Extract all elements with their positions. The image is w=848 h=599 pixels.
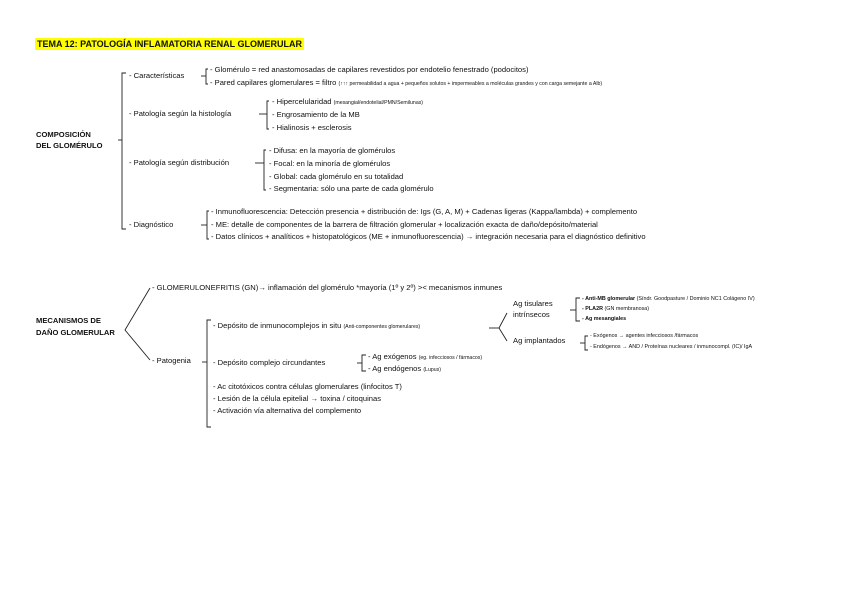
diagnostico-item-3: - Datos clínicos + analíticos + histopatológicos (ME + inmunofluorescencia) → integración necesaria para el diagnóstico definitivo <box>211 232 646 241</box>
histologia-item-2: - Engrosamiento de la MB <box>272 110 360 119</box>
deposito-circulantes: - Depósito complejo circundantes <box>213 358 326 367</box>
ag-implantados-label: Ag implantados <box>513 336 566 345</box>
implantados-item-2: - Endógenos → AND / Proteínas nucleares / inmunocompl. (IC)/ IgA <box>590 344 753 350</box>
caracteristicas-item-2: - Pared capilares glomerulares = filtro (↑↑↑ permeabilidad a agua + pequeños solutos + impermeables a moléculas grandes y con carga semejante a Alb) <box>210 78 603 87</box>
patogenia-label: - Patogenia <box>152 356 191 365</box>
distribucion-label: - Patología según distribución <box>129 158 230 167</box>
section-label-mecanismos-2: DAÑO GLOMERULAR <box>36 328 115 337</box>
section-label-mecanismos-1: MECANISMOS DE <box>36 316 101 325</box>
deposito-in-situ: - Depósito de inmunocomplejos in situ (Anti-componentes glomerulares) <box>213 321 421 330</box>
histologia-item-3: - Hialinosis + esclerosis <box>272 123 352 132</box>
implantados-item-1: - Exógenos → agentes infecciosos /fármacos <box>590 333 699 339</box>
patogenia-item-complemento: - Activación vía alternativa del complemento <box>213 406 362 415</box>
distribucion-item-3: - Global: cada glomérulo en su totalidad <box>269 172 404 181</box>
distribucion-item-1: - Difusa: en la mayoría de glomérulos <box>269 146 396 155</box>
tisulares-item-3: - Ag mesangiales <box>582 316 627 322</box>
tisulares-item-1: - Anti-MB glomerular (Síndr. Goodpasture / Dominio NC1 Colágeno IV) <box>582 296 755 302</box>
circulantes-item-2: - Ag endógenos (Lupus) <box>368 364 441 373</box>
ag-tisulares-label-1: Ag tisulares <box>513 299 553 308</box>
diagnostico-item-1: - Inmunofluorescencia: Detección presencia + distribución de: Igs (G, A, M) + Cadenas ligeras (Kappa/lambda) + complemento <box>211 207 638 216</box>
patogenia-item-ac-citotoxicos: - Ac citotóxicos contra células glomerulares (linfocitos T) <box>213 382 402 391</box>
histologia-label: - Patología según la histología <box>129 109 232 118</box>
distribucion-item-2: - Focal: en la minoría de glomérulos <box>269 159 391 168</box>
patogenia-item-lesion-epitelial: - Lesión de la célula epitelial → toxina / citoquinas <box>213 394 382 403</box>
section-label-composicion-1: COMPOSICIÓN <box>36 130 91 139</box>
section-label-composicion-2: DEL GLOMÉRULO <box>36 141 103 150</box>
ag-tisulares-label-2: intrínsecos <box>513 310 550 319</box>
caracteristicas-label: - Características <box>129 71 185 80</box>
histologia-item-1: - Hipercelularidad (mesangial/endotelial/PMN/Semilunas) <box>272 97 424 106</box>
caracteristicas-item-1: - Glomérulo = red anastomosadas de capilares revestidos por endotelio fenestrado (podocitos) <box>210 65 529 74</box>
distribucion-item-4: - Segmentaria: sólo una parte de cada glomérulo <box>269 184 434 193</box>
circulantes-item-1: - Ag exógenos (eg. infecciosos / fármacos) <box>368 352 483 361</box>
page-title: TEMA 12: PATOLOGÍA INFLAMATORIA RENAL GLOMERULAR <box>37 39 302 49</box>
diagnostico-item-2: - ME: detalle de componentes de la barrera de filtración glomerular + localización exacta de daño/depósito/material <box>211 220 598 229</box>
tisulares-item-2: - PLA2R (GN membranosa) <box>582 306 650 312</box>
diagnostico-label: - Diagnóstico <box>129 220 174 229</box>
glomerulonefritis-line: - GLOMERULONEFRITIS (GN)→ inflamación del glomérulo *mayoría (1º y 2º) >< mecanismos inmunes <box>152 283 503 292</box>
